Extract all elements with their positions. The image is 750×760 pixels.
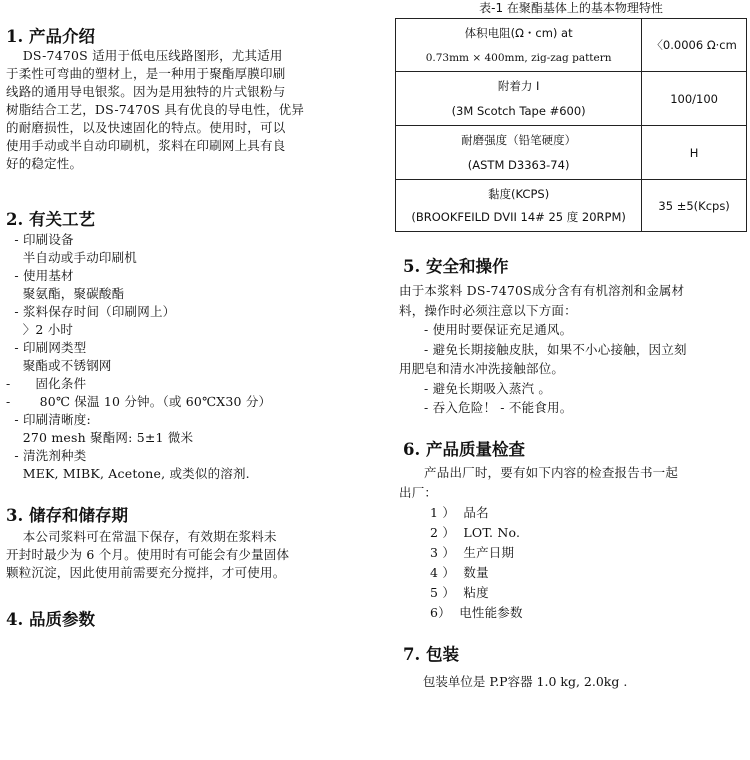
process-item: - 固化条件 (6, 376, 87, 391)
section-title-safety: 5. 安全和操作 (403, 257, 509, 276)
process-item: MEK, MIBK, Acetone, 或类似的溶剂. (6, 466, 250, 481)
process-item: 聚氨酯，聚碳酸酯 (6, 286, 125, 301)
property-value: H (642, 126, 747, 180)
property-value: 100/100 (642, 72, 747, 126)
list-item: 3 ） 生产日期 (430, 545, 515, 560)
table-key-cell (396, 126, 642, 180)
section-title-process: 2. 有关工艺 (6, 210, 95, 229)
list-item: 6） 电性能参数 (430, 605, 523, 620)
property-name: 体积电阻(Ω・cm) at (464, 25, 573, 40)
list-item: 4 ） 数量 (430, 565, 489, 580)
quality-check-paragraph (399, 463, 678, 502)
table-key-cell (396, 180, 642, 232)
list-item: 1 ） 品名 (430, 505, 489, 520)
intro-line: 线路的通用导电银浆。因为是用独特的片式银粉与 (6, 84, 286, 99)
intro-line: 使用手动或半自动印刷机，浆料在印刷网上具有良 (6, 138, 286, 153)
property-value: 35 ±5(Kcps) (642, 180, 747, 232)
process-item: - 印刷清晰度: (6, 412, 91, 427)
packaging-line: 包装单位是 P.P容器 1.0 kg, 2.0kg . (399, 674, 628, 689)
intro-line: 好的稳定性。 (6, 156, 83, 171)
process-item: - 印刷网类型 (6, 340, 87, 355)
process-item: 270 mesh 聚酯网: 5±1 微米 (6, 430, 194, 445)
process-item: - 印刷设备 (6, 232, 74, 247)
process-item: 半自动或手动印刷机 (6, 250, 137, 265)
section-title-quality-check: 6. 产品质量检查 (403, 440, 525, 459)
properties-table (395, 18, 747, 232)
property-value: 〈0.0006 Ω·cm (642, 19, 747, 72)
property-condition: (ASTM D3363-74) (467, 158, 570, 172)
safety-line: 由于本浆料 DS-7470S成分含有有机溶剂和金属材 (399, 283, 685, 298)
process-item: - 浆料保存时间（印刷网上） (6, 304, 176, 319)
table-row (396, 19, 747, 72)
process-item: - 80℃ 保温 10 分钟。（或 60℃X30 分） (6, 394, 272, 409)
intro-line: DS-7470S 适用于低电压线路图形，尤其适用 (6, 48, 283, 63)
storage-paragraph (6, 528, 289, 582)
storage-line: 颗粒沉淀，因此使用前需要充分搅拌，才可使用。 (6, 565, 286, 580)
quality-check-list (430, 503, 523, 623)
storage-line: 本公司浆料可在常温下保存，有效期在浆料未 (6, 529, 277, 544)
process-item: - 使用基材 (6, 268, 74, 283)
intro-line: 树脂结合工艺，DS-7470S 具有优良的导电性，优异 (6, 102, 305, 117)
property-name: 耐磨强度（铅笔硬度） (461, 133, 577, 147)
table-row (396, 180, 747, 232)
list-item: 5 ） 粘度 (430, 585, 489, 600)
safety-line: 料，操作时必须注意以下方面： (399, 302, 577, 318)
safety-line: - 避免长期吸入蒸汽 。 (399, 380, 552, 396)
section-title-storage: 3. 储存和储存期 (6, 506, 128, 525)
property-condition: 0.73mm × 400mm, zig-zag pattern (425, 51, 612, 64)
table-key-cell (396, 19, 642, 72)
property-name: 附着力 I (497, 79, 540, 93)
storage-line: 开封时最少为 6 个月。使用时有可能会有少量固体 (6, 547, 290, 562)
quality-check-line: 出厂： (399, 484, 438, 500)
safety-line: - 避免长期接触皮肤，如果不小心接触，因立刻 (399, 341, 687, 357)
section-title-intro: 1. 产品介绍 (6, 27, 95, 46)
safety-paragraph (399, 281, 687, 418)
intro-paragraph (6, 47, 326, 173)
table-key-cell (396, 72, 642, 126)
quality-check-line: 产品出厂时，要有如下内容的检查报告书一起 (399, 465, 679, 480)
section-title-packaging: 7. 包装 (403, 645, 459, 664)
table-caption: 表-1 在聚酯基体上的基本物理特性 (479, 1, 663, 15)
property-condition: (BROOKFEILD DVII 14# 25 度 20RPM) (411, 210, 626, 224)
safety-line: - 使用时要保证充足通风。 (399, 322, 573, 337)
safety-line: 用肥皂和清水冲洗接触部位。 (399, 361, 565, 376)
intro-line: 的耐磨损性，以及快速固化的特点。使用时，可以 (6, 120, 286, 135)
section-title-quality-params: 4. 品质参数 (6, 610, 95, 629)
table-row (396, 126, 747, 180)
list-item: 2 ） LOT. No. (430, 525, 521, 540)
safety-line: - 吞入危险！ - 不能食用。 (399, 400, 573, 415)
intro-line: 于柔性可弯曲的塑材上，是一种用于聚酯厚膜印刷 (6, 66, 286, 81)
table-row (396, 72, 747, 126)
process-item: - 清洗剂种类 (6, 448, 87, 463)
process-item: 〉2 小时 (6, 322, 74, 337)
process-list (6, 231, 271, 483)
process-item: 聚酯或不锈钢网 (6, 358, 112, 373)
property-name: 黏度(KCPS) (488, 187, 550, 201)
property-condition: (3M Scotch Tape #600) (451, 104, 586, 118)
